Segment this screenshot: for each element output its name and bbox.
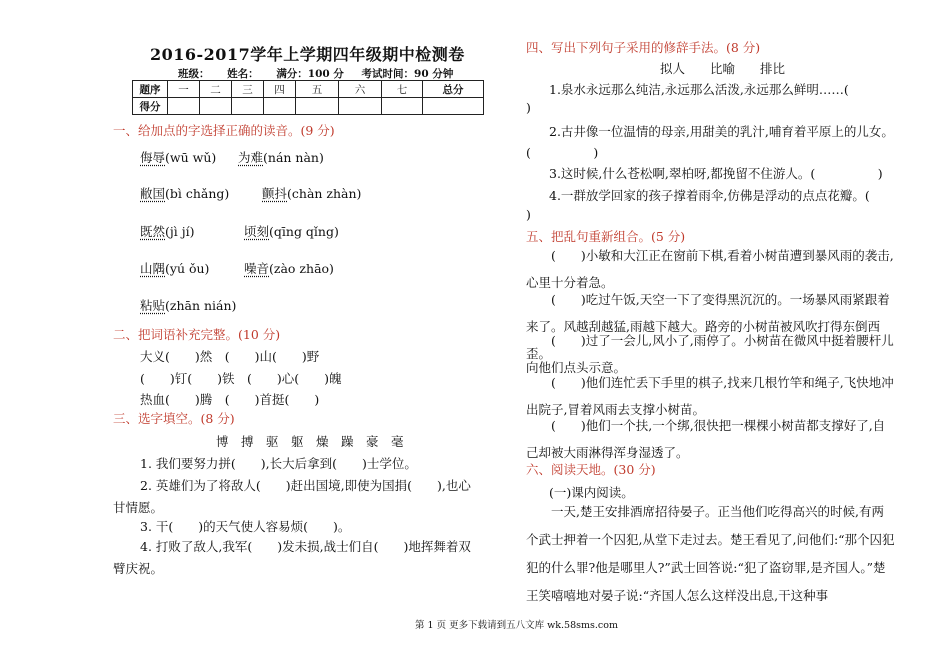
pinyin-word: 山隅 [140,261,166,276]
score-table [132,80,484,115]
header-cell: 题序 [133,81,168,98]
pinyin-options: (bì chǎng) [165,186,230,201]
class-label: 班级： [178,68,210,80]
name-label: 姓名： [227,68,259,80]
header-cell: 一 [168,81,200,98]
pinyin-options: (chàn zhàn) [287,186,362,201]
section-4-heading: 四、写出下列句子采用的修辞手法。(8 分) [526,40,761,55]
pinyin-word: 为难 [238,150,264,165]
score-label-cell: 得分 [133,98,168,115]
pinyin-item [140,148,216,166]
pinyin-options: (jì jí) [165,224,195,239]
pinyin-word: 既然 [140,224,166,239]
section-6-heading: 六、阅读天地。(30 分) [526,462,656,477]
idiom-line: 热血( )腾 ( )首挺( ) [140,392,320,407]
pinyin-options: (qīng qǐng) [269,224,339,239]
pinyin-word: 敝国 [140,186,166,201]
rhetoric-question: 3.这时候,什么苍松啊,翠柏呀,都挽留不住游人。( ) [549,166,883,181]
pinyin-item [140,296,236,314]
score-cell[interactable] [200,98,232,115]
sentence-item: ( )小敏和大江正在窗前下棋,看着小树苗遭到暴风雨的袭击,心里十分着急。 [526,248,894,290]
reading-subheading: (一)课内阅读。 [549,485,634,500]
pinyin-word: 噪音 [244,261,270,276]
score-cell[interactable] [423,98,484,115]
rhetoric-question: 4.一群放学回家的孩子撑着雨伞,仿佛是浮动的点点花瓣。( [549,188,870,203]
section-2-heading: 二、把词语补充完整。(10 分) [113,327,281,342]
section-3-heading: 三、选字填空。(8 分) [113,411,235,426]
rhetoric-question-cont: ) [526,207,531,222]
pinyin-item [238,148,324,166]
header-cell: 五 [296,81,339,98]
header-cell: 七 [382,81,423,98]
score-cell[interactable] [339,98,382,115]
pinyin-item [244,222,339,240]
idiom-line: 大义( )然 ( )山( )野 [140,349,320,364]
fill-question: 4. 打败了敌人,我军( )发未损,战士们自( )地挥舞着双 [140,539,471,554]
pinyin-options: (zhān nián) [165,298,237,313]
score-table-score-row [133,98,484,115]
page-footer: 第 1 页 更多下载请到五八文库 wk.58sms.com [415,620,618,631]
sentence-item: ( )他们连忙丢下手里的棋子,找来几根竹竿和绳子,飞快地冲出院子,冒着风雨去支撑小树苗。 [526,375,894,417]
pinyin-item [140,184,229,202]
score-cell[interactable] [296,98,339,115]
section-1-heading: 一、给加点的字选择正确的读音。(9 分) [113,123,335,138]
pinyin-options: (nán nàn) [263,150,324,165]
fill-question-cont: 臂庆祝。 [113,561,164,576]
header-cell: 四 [264,81,296,98]
pinyin-word: 顷刻 [244,224,270,239]
score-table-header-row [133,81,484,98]
reading-passage: 一天,楚王安排酒席招待晏子。正当他们吃得高兴的时候,有两个武士押着一个囚犯,从堂下走过去。楚王看见了,问他们:“那个囚犯犯的什么罪?他是哪里人?”武士回答说:“犯了盗窃罪,是齐国人。”楚王笑嘻嘻地对晏子说:“齐国人怎么这样没出息,干这种事 [526,504,895,603]
full-score: 满分：100 分 [276,68,344,80]
rhetoric-question: 1.泉水永远那么纯洁,永远那么活泼,永远那么鲜明……( [549,82,849,97]
rhetoric-question-cont: ) [526,100,531,115]
rhetoric-question: 2.古井像一位温情的母亲,用甜美的乳汁,哺育着平原上的儿女。 [549,124,894,139]
fill-question: 1. 我们要努力拼( ),长大后拿到( )士学位。 [140,456,417,471]
header-cell: 三 [232,81,264,98]
pinyin-word: 颤抖 [262,186,288,201]
rhetoric-options: 拟人 比喻 排比 [660,61,786,76]
pinyin-item [262,184,361,202]
section-5-heading: 五、把乱句重新组合。(5 分) [526,229,686,244]
score-cell[interactable] [264,98,296,115]
rhetoric-question-cont: ( ) [526,145,599,160]
pinyin-item [244,259,334,277]
pinyin-item [140,259,209,277]
score-cell[interactable] [382,98,423,115]
exam-info [178,66,467,81]
pinyin-options: (yú ǒu) [165,261,210,276]
exam-time: 考试时间：90 分钟 [361,68,454,80]
char-options: 博 搏 驱 躯 燥 躁 豪 毫 [216,434,404,449]
pinyin-item [140,222,195,240]
idiom-line: ( )钉( )铁 ( )心( )魄 [140,371,342,386]
header-cell: 六 [339,81,382,98]
fill-question: 2. 英雄们为了将敌人( )赶出国境,即使为国捐( ),也心 [140,478,471,493]
fill-question: 3. 干( )的天气使人容易烦( )。 [140,519,351,534]
header-cell: 总分 [423,81,484,98]
score-cell[interactable] [168,98,200,115]
pinyin-options: (zào zhāo) [269,261,334,276]
pinyin-options: (wū wǔ) [165,150,217,165]
sentence-item: ( )过了一会儿,风小了,雨停了。小树苗在微风中挺着腰杆儿向他们点头示意。 [526,333,894,375]
page-title: 2016-2017学年上学期四年级期中检测卷 [150,45,465,64]
pinyin-word: 侮辱 [140,150,166,165]
sentence-item: ( )吃过午饭,天空一下了变得黑沉沉的。一场暴风雨紧跟着来了。风越刮越猛,雨越下越大。路旁的小树苗被风吹打得东倒西歪。 [526,292,890,361]
sentence-item: ( )他们一个扶,一个绑,很快把一棵棵小树苗都支撑好了,自己却被大雨淋得浑身湿透了。 [526,418,886,460]
fill-question-cont: 甘情愿。 [113,500,164,515]
header-cell: 二 [200,81,232,98]
score-cell[interactable] [232,98,264,115]
pinyin-word: 粘贴 [140,298,166,313]
